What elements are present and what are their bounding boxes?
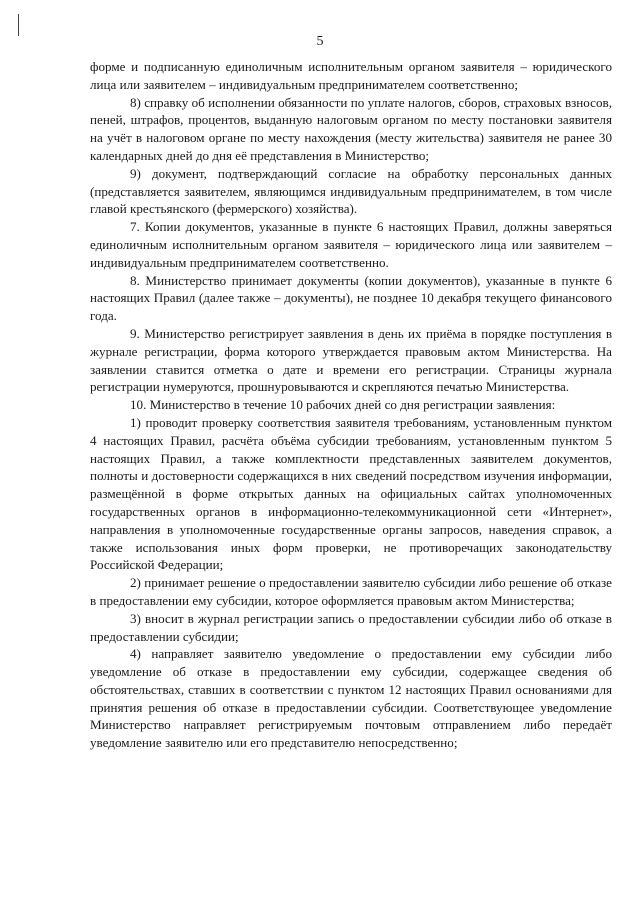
paragraph-clause-9: 9. Министерство регистрирует заявления в день их приёма в порядке поступления в журнале регистрации, форма которого утверждается правовым актом Министерства. На заявлении ставится отметка о дате и времени его регистрации. Страницы журнала регистрации нумеруются, прошнуровываются и скрепляются печатью Министерства. [90,325,612,395]
paragraph-clause-7: 7. Копии документов, указанные в пункте 6 настоящих Правил, должны заверяться единоличным исполнительным органом заявителя – юридического лица или заявителем – индивидуальным предпринимателем соответственно. [90,219,612,270]
paragraph-clause-10: 10. Министерство в течение 10 рабочих дней со дня регистрации заявления: [130,397,556,413]
paragraph-subitem-3: 3) вносит в журнал регистрации запись о предоставлении субсидии либо об отказе в предоставлении субсидии; [90,610,612,644]
paragraph-item-8: 8) справку об исполнении обязанности по уплате налогов, сборов, страховых взносов, пеней, штрафов, процентов, выданную налоговым органом по месту постановки заявителя на учёт в налоговом органе по месту нахождения (месту жительства) заявителя не ранее 30 календарных дней до дня её представления в Министерство; [90,94,612,163]
paragraph-item-9: 9) документ, подтверждающий согласие на обработку персональных данных (представляется заявителем, являющимся индивидуальным предпринимателем, в том числе главой крестьянского (фермерского) хозяйства). [90,165,612,217]
document-body [90,58,612,752]
paragraph-subitem-2: 2) принимает решение о предоставлении заявителю субсидии либо решение об отказе в предоставлении ему субсидии, которое оформляется правовым актом Министерства; [90,575,612,608]
paragraph-subitem-4: 4) направляет заявителю уведомление о предоставлении ему субсидии либо уведомление об отказе в предоставлении ему субсидии, содержащее сведения об обстоятельствах, ставших в соответствии с пунктом 12 настоящих Правил основаниями для принятия решения об отказе в предоставлении субсидии. Соответствующее уведомление Министерство направляет регистрируемым почтовым отправлением либо передаёт уведомление заявителю или его представителю непосредственно; [90,646,612,751]
scan-margin-mark [18,14,19,36]
paragraph-clause-8: 8. Министерство принимает документы (копии документов), указанные в пункте 6 настоящих Правил (далее также – документы), не позднее 10 декабря текущего финансового года. [90,272,612,324]
page-number: 5 [316,34,324,49]
paragraph-continuation: форме и подписанную единоличным исполнительным органом заявителя – юридического лица или заявителем – индивидуальным предпринимателем соответственно; [90,59,612,92]
paragraph-subitem-1: 1) проводит проверку соответствия заявителя требованиям, установленным пунктом 4 настоящих Правил, расчёта объёма субсидии требованиям, установленным пунктом 5 настоящих Правил, а также комплектности представленных заявителем документов, полноты и достоверности содержащихся в них сведений посредством изучения информации, размещённой в форме открытых данных на официальных сайтах уполномоченных государственных органов в информационно-телекоммуникационной сети «Интернет», направления в уполномоченные государственные органы запросов, наведения справок, а также использования иных форм проверки, не противоречащих законодательству Российской Федерации; [90,414,612,573]
